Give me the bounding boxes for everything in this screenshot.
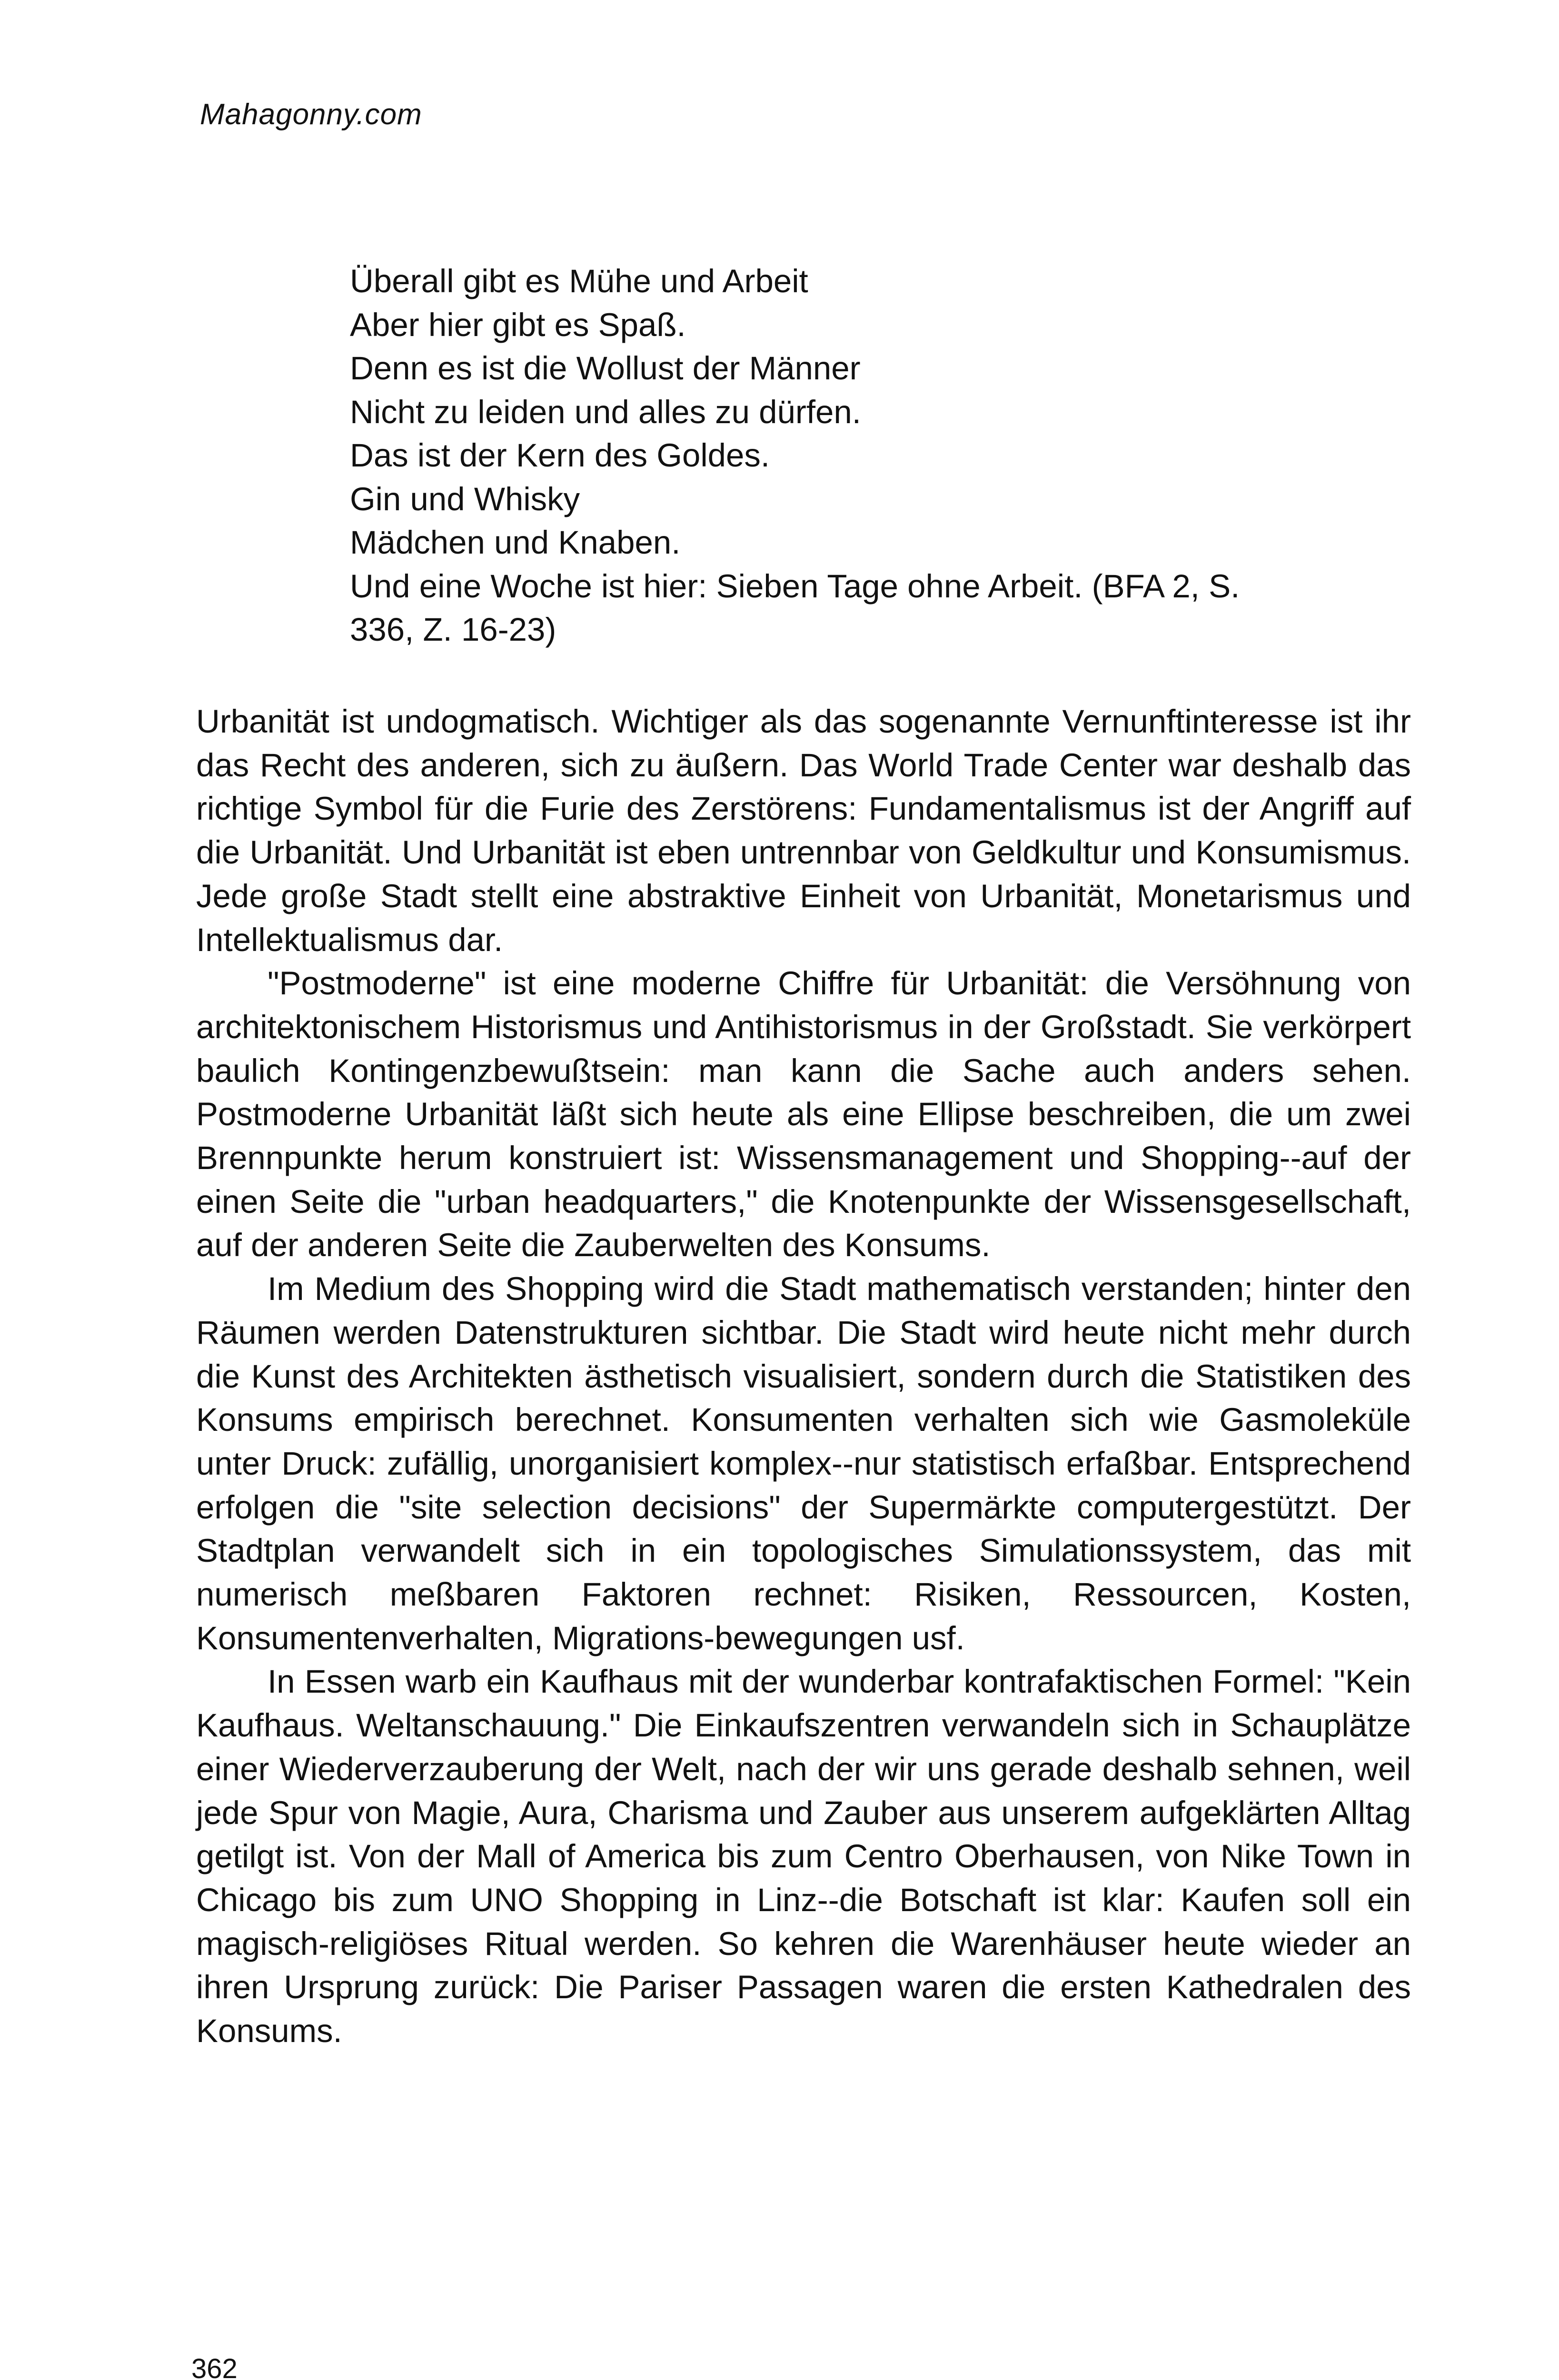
- poem-line: Überall gibt es Mühe und Arbeit: [350, 263, 808, 299]
- paragraph: In Essen warb ein Kaufhaus mit der wunderbar kontrafaktischen Formel: "Kein Kaufhaus. Weltanschauung." Die Einkaufszentren verwandeln sich in Schauplätze einer Wiederverzauberung der Welt, nach der wir uns gerade deshalb sehnen, weil jede Spur von Magie, Aura, Charisma und Zauber aus unserem aufgeklärten Alltag getilgt ist. Von der Mall of America bis zum Centro Oberhausen, von Nike Town in Chicago bis zum UNO Shopping in Linz--die Botschaft ist klar: Kaufen soll ein magisch-religiöses Ritual werden. So kehren die Warenhäuser heute wieder an ihren Ursprung zurück: Die Pariser Passagen waren die ersten Kathedralen des Konsums.: [196, 1663, 1411, 2050]
- poem-line: Mädchen und Knaben.: [350, 524, 681, 561]
- poem-line: Denn es ist die Wollust der Männer: [350, 350, 861, 387]
- poem-line: Und eine Woche ist hier: Sieben Tage ohne Arbeit. (BFA 2, S.: [350, 567, 1240, 605]
- poem-line: Gin und Whisky: [350, 480, 580, 517]
- body-text: [196, 700, 1411, 2053]
- paragraph: Im Medium des Shopping wird die Stadt mathematisch verstanden; hinter den Räumen werden Datenstrukturen sichtbar. Die Stadt wird heute nicht mehr durch die Kunst des Architekten ästhetisch visualisiert, sondern durch die Statistiken des Konsums empirisch berechnet. Konsumenten verhalten sich wie Gasmoleküle unter Druck: zufällig, unorganisiert komplex--nur statistisch erfaßbar. Entsprechend erfolgen die "site selection decisions" der Supermärkte computergestützt. Der Stadtplan verwandelt sich in ein topologisches Simulationssystem, das mit numerisch meßbaren Faktoren rechnet: Risiken, Ressourcen, Kosten, Konsumentenverhalten, Migrations-bewegungen usf.: [196, 1270, 1411, 1656]
- poem-line: Aber hier gibt es Spaß.: [350, 306, 686, 343]
- poem-line: 336, Z. 16-23): [350, 611, 556, 648]
- paragraph: Urbanität ist undogmatisch. Wichtiger als das sogenannte Vernunftinteresse ist ihr das Recht des anderen, sich zu äußern. Das World Trade Center war deshalb das richtige Symbol für die Furie des Zerstörens: Fundamentalismus ist der Angriff auf die Urbanität. Und Urbanität ist eben untrennbar von Geldkultur und Konsumismus. Jede große Stadt stellt eine abstraktive Einheit von Urbanität, Monetarismus und Intellektualismus dar.: [196, 703, 1411, 958]
- poem-quotation: [350, 259, 1445, 652]
- page-number: 362: [191, 2353, 238, 2380]
- running-header: Mahagonny.com: [200, 98, 422, 131]
- paragraph: "Postmoderne" ist eine moderne Chiffre für Urbanität: die Versöhnung von architektonischem Historismus und Antihistorismus in der Großstadt. Sie verkörpert baulich Kontingenzbewußtsein: man kann die Sache auch anders sehen. Postmoderne Urbanität läßt sich heute als eine Ellipse beschreiben, die um zwei Brennpunkte herum konstruiert ist: Wissensmanagement und Shopping--auf der einen Seite die "urban headquarters," die Knotenpunkte der Wissensgesellschaft, auf der anderen Seite die Zauberwelten des Konsums.: [196, 965, 1411, 1264]
- poem-line: Nicht zu leiden und alles zu dürfen.: [350, 393, 861, 430]
- poem-line: Das ist der Kern des Goldes.: [350, 437, 770, 474]
